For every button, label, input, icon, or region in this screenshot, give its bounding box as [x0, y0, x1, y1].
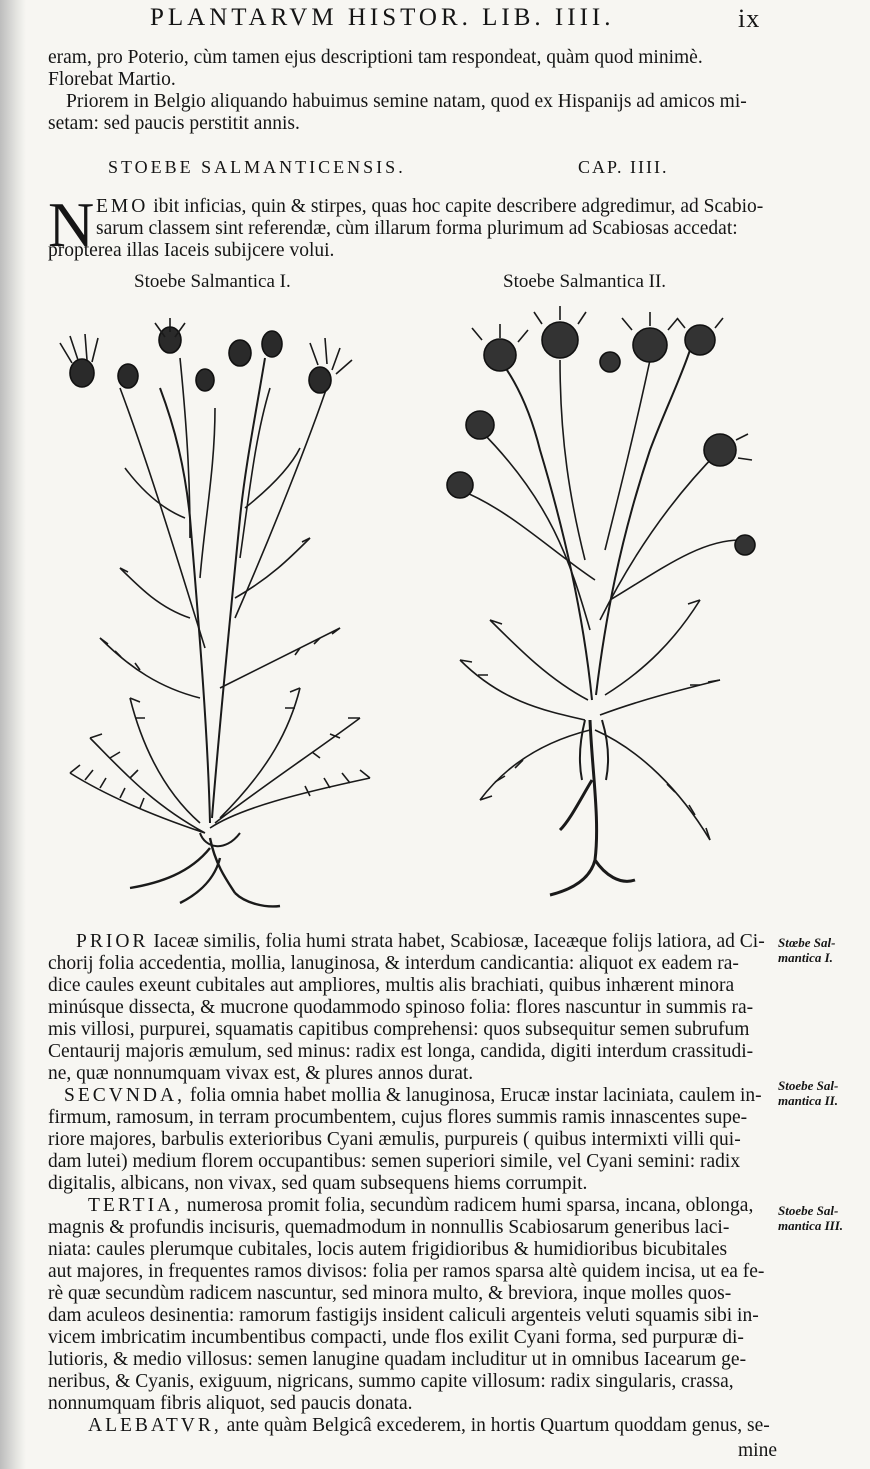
- page-gutter-shadow: [0, 0, 26, 1469]
- paragraph-line: magnis & profundis incisuris, quemadmodum in nonnullis Scabiosarum generibus laci-: [48, 1217, 730, 1238]
- margin-note-line: Stoebe Sal-: [778, 1203, 839, 1218]
- intro-line: Florebat Martio.: [48, 69, 176, 90]
- paragraph-line: chorij folia accedentia, mollia, lanuginosa, & interdum candicantia: aliquot ex eadem ra-: [48, 953, 739, 974]
- running-title: PLANTARVM HISTOR. LIB. IIII.: [150, 4, 615, 31]
- folio-number: ix: [738, 4, 761, 33]
- chapter-title: STOEBE SALMANTICENSIS.: [108, 157, 406, 177]
- paragraph-line: rè quæ secundùm radicem nascuntur, sed minora multo, & breviora, inque molles quos-: [48, 1283, 732, 1304]
- margin-note-line: mantica I.: [778, 950, 833, 965]
- paragraph-line: riore majores, barbulis exterioribus Cyani æmulis, purpureis ( quibus intermixti villi qui-: [48, 1129, 741, 1150]
- opening-line: [96, 196, 763, 218]
- drop-cap: N: [48, 189, 95, 260]
- catchword: mine: [738, 1440, 777, 1461]
- paragraph-line: firmum, ramosum, in terram procumbentem, cujus flores summis ramis innascentes supe-: [48, 1107, 748, 1128]
- paragraph-line: aut majores, in frequentes ramos divisos: folia per ramos sparsa altè quidem incisa, ut ea fe-: [48, 1261, 765, 1282]
- margin-note-3: [778, 1203, 843, 1233]
- margin-note-line: Stœbe Sal-: [778, 935, 836, 950]
- paragraph-line: niata: caules plerumque cubitales, locis autem frigidioribus & humidioribus bicubitales: [48, 1239, 728, 1260]
- paragraph-text: numerosa promit folia, secundùm radicem humi sparsa, incana, oblonga,: [182, 1195, 754, 1216]
- paragraph-tertia-line: [88, 1195, 753, 1217]
- paragraph-text: ante quàm Belgicâ excederem, in hortis Quartum quoddam genus, se-: [221, 1415, 770, 1436]
- paragraph-alebatur-line: [88, 1415, 770, 1437]
- paragraph-line: digitalis, albicans, non vivax, sed quam subsequens hiems corrumpit.: [48, 1173, 588, 1194]
- paragraph-line: nonnumquam fibris aliquot, sed paucis donata.: [48, 1393, 413, 1414]
- paragraph-line: neribus, & Cyanis, exiguum, nigricans, summo capite villosum: radix singularis, crassa,: [48, 1371, 734, 1392]
- margin-note-1: [778, 935, 835, 965]
- paragraph-secunda-line: [64, 1085, 762, 1107]
- figure-caption-1: Stoebe Salmantica I.: [134, 271, 291, 292]
- plant-illustration-stoebe-1: [40, 318, 400, 913]
- paragraph-line: minúsque dissecta, & mucrone quodammodo spinoso folia: flores nascuntur in summis ra-: [48, 997, 754, 1018]
- paragraph-text: folia omnia habet mollia & lanuginosa, Erucæ instar laciniata, caulem in-: [184, 1085, 762, 1106]
- paragraph-text: Iaceæ similis, folia humi strata habet, Scabiosæ, Iaceæque folijs latiora, ad Ci-: [148, 931, 765, 952]
- margin-note-line: Stoebe Sal-: [778, 1078, 839, 1093]
- paragraph-line: vicem imbricatim incumbentibus compacti, unde flos exilit Cyani forma, sed purpuræ di-: [48, 1327, 744, 1348]
- intro-line: Priorem in Belgio aliquando habuimus semine natam, quod ex Hispanijs ad amicos mi-: [66, 91, 747, 112]
- paragraph-line: ne, quæ nonnumquam vivax est, & plures annos durat.: [48, 1063, 474, 1084]
- opening-line-text: ibit inficias, quin & stirpes, quas hoc capite describere adgredimur, ad Scabio-: [148, 196, 764, 217]
- paragraph-line: Centaurij majoris æmulum, sed minus: radix est longa, candida, digiti interdum crassitudi-: [48, 1041, 754, 1062]
- paragraph-line: dam aculeos desinentia: ramorum fastigijs insident caliculi argenteis veluti squamis sibi in-: [48, 1305, 759, 1326]
- intro-line: setam: sed paucis perstitit annis.: [48, 113, 300, 134]
- opening-first-word: EMO: [96, 196, 149, 217]
- paragraph-line: lutioris, & medio villosus: semen lanugine quadam includitur ut in omnibus Iacearum ge-: [48, 1349, 747, 1370]
- paragraph-prior-line: [76, 931, 765, 953]
- paragraph-lead: SECVNDA,: [64, 1085, 185, 1106]
- opening-line: propterea illas Iaceis subijcere volui.: [48, 240, 335, 261]
- paragraph-lead: PRIOR: [76, 931, 149, 952]
- opening-line: sarum classem sint referendæ, cùm illarum forma plurimum ad Scabiosas accedat:: [96, 218, 738, 239]
- figure-caption-2: Stoebe Salmantica II.: [503, 271, 667, 292]
- paragraph-line: dice caules exeunt cubitales aut ampliores, multis alis brachiati, quibus inhærent minora: [48, 975, 735, 996]
- chapter-number: CAP. IIII.: [578, 157, 669, 177]
- margin-note-line: mantica III.: [778, 1218, 844, 1233]
- intro-line: eram, pro Poterio, cùm tamen ejus descriptioni tam respondeat, quàm quod minimè.: [48, 47, 703, 68]
- margin-note-2: [778, 1078, 838, 1108]
- paragraph-line: mis villosi, purpurei, squamatis capitibus comprehensi: quos subsequitur semen subrufum: [48, 1019, 750, 1040]
- paragraph-lead: ALEBATVR,: [88, 1415, 222, 1436]
- plant-illustration-stoebe-2: [420, 300, 775, 910]
- paragraph-line: dam lutei) medium florem occupantibus: semen superiori simile, vel Cyani semini: radix: [48, 1151, 741, 1172]
- margin-note-line: mantica II.: [778, 1093, 838, 1108]
- paragraph-lead: TERTIA,: [88, 1195, 183, 1216]
